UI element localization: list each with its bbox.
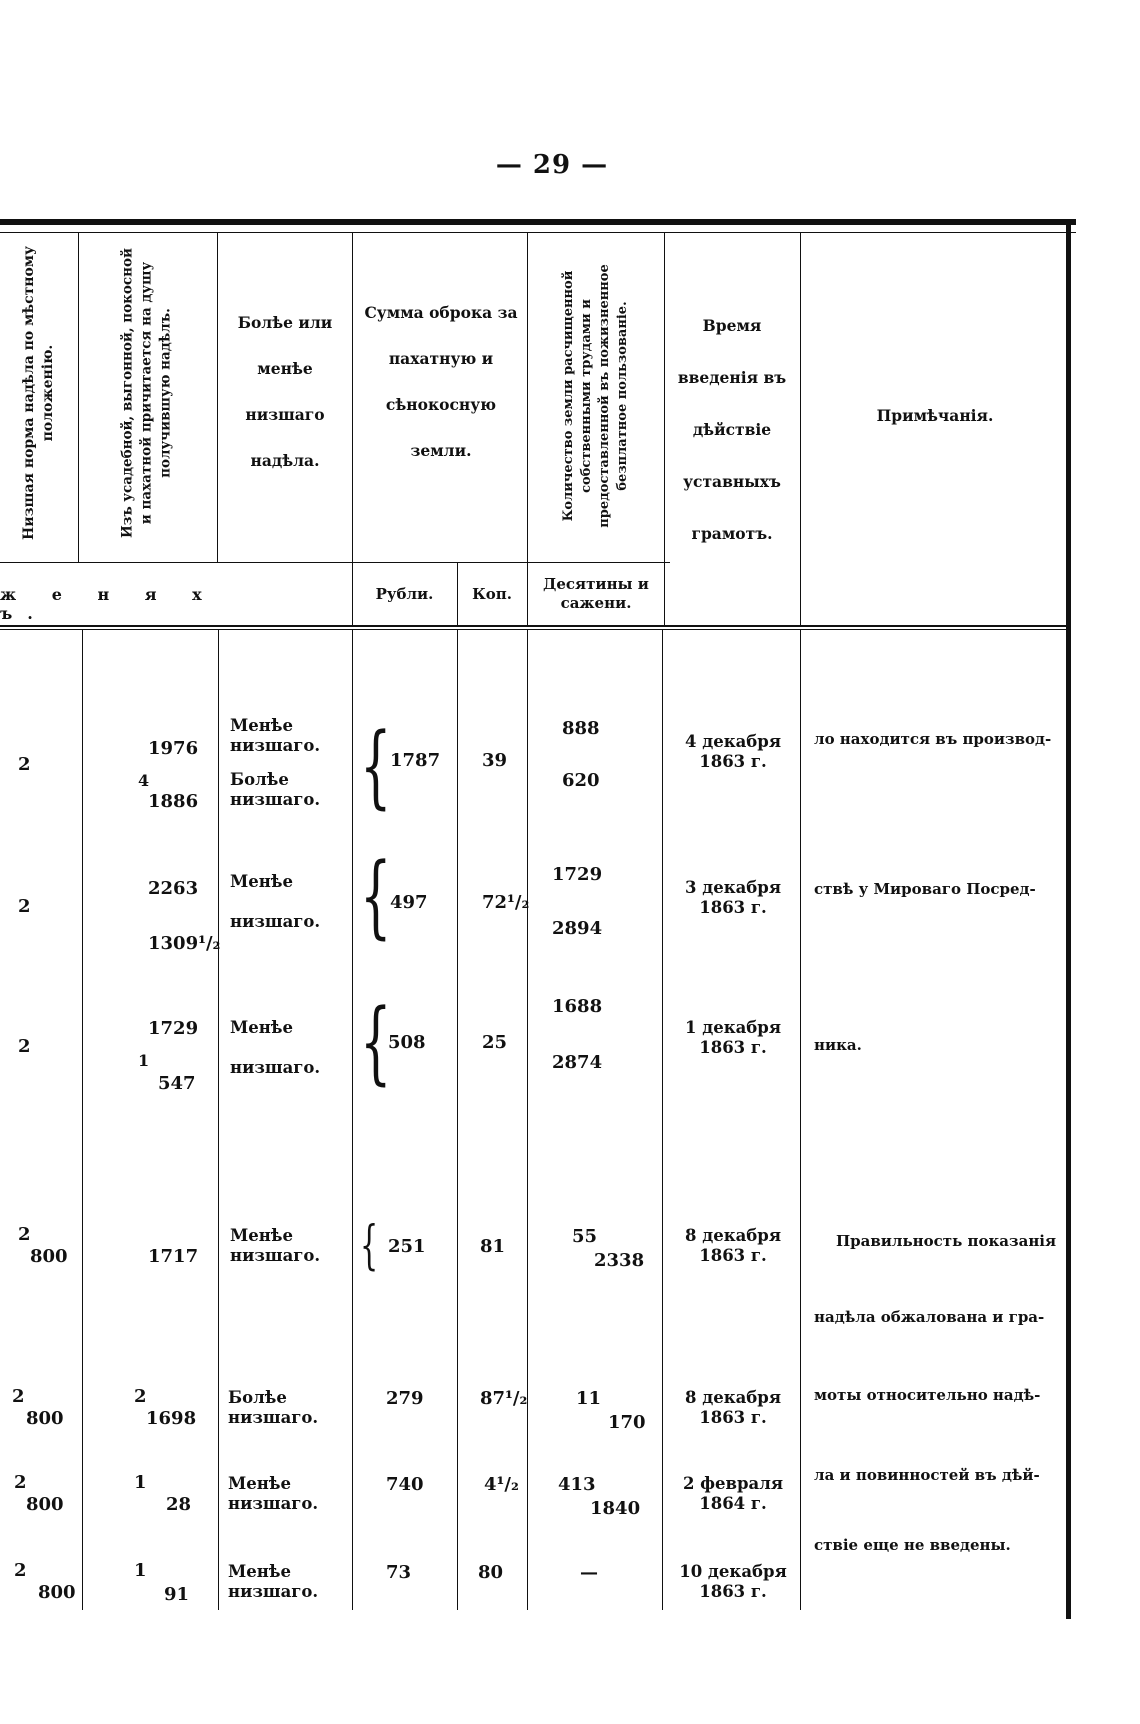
land-cell: 1840 xyxy=(590,1498,641,1519)
norm-cell: 2 xyxy=(14,1472,27,1493)
kopecks-cell: 4¹/₂ xyxy=(484,1474,519,1495)
rubles-cell: 508 xyxy=(388,1032,426,1053)
land-cell: 888 xyxy=(562,718,600,739)
norm-cell: 2 xyxy=(18,1036,31,1057)
subheader-rubles: Рубли. xyxy=(375,585,434,603)
date-cell: 10 декабря 1863 г. xyxy=(679,1562,787,1601)
norm-cell: 2 xyxy=(14,1560,27,1581)
more-less-cell: Менѣе низшаго. xyxy=(230,1018,321,1077)
header-col2: Изъ усадебной, выгонной, покосной и пахатной причитается на душу получившую надѣлъ. xyxy=(119,247,174,539)
brace-icon: { xyxy=(360,714,392,819)
norm-cell: 2 xyxy=(12,1386,25,1407)
brace-icon: { xyxy=(360,1216,379,1276)
more-less-cell: Менѣе низшаго. xyxy=(228,1474,319,1513)
share-cell: 1 xyxy=(138,1051,150,1070)
note-line: ло находится въ производ- xyxy=(814,730,1052,748)
share-cell: 1 xyxy=(134,1560,147,1581)
norm-cell: 2 xyxy=(18,896,31,917)
more-less-cell: Менѣе низшаго. xyxy=(230,716,321,755)
date-cell: 8 декабря 1863 г. xyxy=(684,1388,782,1427)
norm-cell: 800 xyxy=(26,1494,64,1515)
date-cell: 8 декабря 1863 г. xyxy=(684,1226,782,1265)
header-col5: Количество земли расчищенной собственными трудами и предоставленной въ пожизненное безплатное пользованіе. xyxy=(561,264,630,528)
norm-cell: 2 xyxy=(18,754,31,775)
share-cell: 1 xyxy=(134,1472,147,1493)
share-cell: 2263 xyxy=(148,878,199,899)
rubles-cell: 1787 xyxy=(390,750,441,771)
norm-cell: 800 xyxy=(26,1408,64,1429)
share-cell: 547 xyxy=(158,1073,196,1094)
header-col1: Низшая норма надѣла по мѣстному положенію. xyxy=(21,245,56,541)
kopecks-cell: 81 xyxy=(480,1236,506,1257)
land-cell: 1729 xyxy=(552,864,603,885)
brace-icon: { xyxy=(360,844,392,949)
date-cell: 3 декабря 1863 г. xyxy=(684,878,782,917)
header-col7: Примѣчанія. xyxy=(876,406,994,425)
share-cell: 28 xyxy=(166,1494,192,1515)
share-cell: 4 xyxy=(138,771,150,790)
rubles-cell: 73 xyxy=(386,1562,412,1583)
kopecks-cell: 80 xyxy=(478,1562,504,1583)
land-cell: 170 xyxy=(608,1412,646,1433)
kopecks-cell: 25 xyxy=(482,1032,508,1053)
share-cell: 1886 xyxy=(148,791,199,812)
subheader-span: ж е н я х ъ. xyxy=(0,585,217,623)
norm-cell: 2 xyxy=(18,1224,31,1245)
share-cell: 1729 xyxy=(148,1018,199,1039)
rubles-cell: 497 xyxy=(390,892,428,913)
note-line: ла и повинностей въ дѣй- xyxy=(814,1466,1040,1484)
page-number: — 29 — xyxy=(495,150,609,180)
rubles-cell: 279 xyxy=(386,1388,424,1409)
date-cell: 2 февраля 1864 г. xyxy=(682,1474,784,1513)
more-less-cell: Менѣе низшаго. xyxy=(230,1226,321,1265)
rubles-cell: 740 xyxy=(386,1474,424,1495)
land-cell: 620 xyxy=(562,770,600,791)
header-col4: Сумма оброка за пахатную и сѣнокосную земли. xyxy=(364,303,518,460)
kopecks-cell: 39 xyxy=(482,750,508,771)
kopecks-cell: 72¹/₂ xyxy=(482,892,530,913)
more-less-cell: Менѣе низшаго. xyxy=(230,872,321,931)
norm-cell: 800 xyxy=(38,1582,76,1603)
share-cell: 1309¹/₂ xyxy=(148,933,221,954)
brace-icon: { xyxy=(360,990,392,1095)
share-cell: 91 xyxy=(164,1584,190,1605)
date-cell: 4 декабря 1863 г. xyxy=(684,732,782,771)
kopecks-cell: 87¹/₂ xyxy=(480,1388,528,1409)
note-line: надѣла обжалована и гра- xyxy=(814,1308,1045,1326)
land-cell: 55 xyxy=(572,1226,598,1247)
note-line: ника. xyxy=(814,1036,862,1054)
land-cell: 2338 xyxy=(594,1250,645,1271)
note-line: ствіе еще не введены. xyxy=(814,1536,1011,1554)
note-line: Правильность показанія xyxy=(836,1232,1057,1250)
more-less-cell: Болѣе низшаго. xyxy=(228,1388,319,1427)
land-cell: 1688 xyxy=(552,996,603,1017)
share-cell: 1976 xyxy=(148,738,199,759)
header-col6: Время введенія въ дѣйствіе уставныхъ грамотъ. xyxy=(677,316,787,543)
date-cell: 1 декабря 1863 г. xyxy=(684,1018,782,1057)
land-cell: 413 xyxy=(558,1474,596,1495)
more-less-cell: Болѣе низшаго. xyxy=(230,770,321,809)
share-cell: 1717 xyxy=(148,1246,199,1267)
header-col3: Болѣе или менѣе низшаго надѣла. xyxy=(237,313,333,470)
note-line: моты относительно надѣ- xyxy=(814,1386,1041,1404)
norm-cell: 800 xyxy=(30,1246,68,1267)
land-cell: — xyxy=(580,1562,598,1583)
more-less-cell: Менѣе низшаго. xyxy=(228,1562,319,1601)
note-line: ствѣ у Мироваго Посред- xyxy=(814,880,1036,898)
subheader-kopecks: Коп. xyxy=(472,585,512,603)
rubles-cell: 251 xyxy=(388,1236,426,1257)
share-cell: 1698 xyxy=(146,1408,197,1429)
land-cell: 2874 xyxy=(552,1052,603,1073)
subheader-desyatiny: Десятины и сажени. xyxy=(543,575,649,612)
share-cell: 2 xyxy=(134,1386,147,1407)
land-cell: 11 xyxy=(576,1388,602,1409)
land-cell: 2894 xyxy=(552,918,603,939)
